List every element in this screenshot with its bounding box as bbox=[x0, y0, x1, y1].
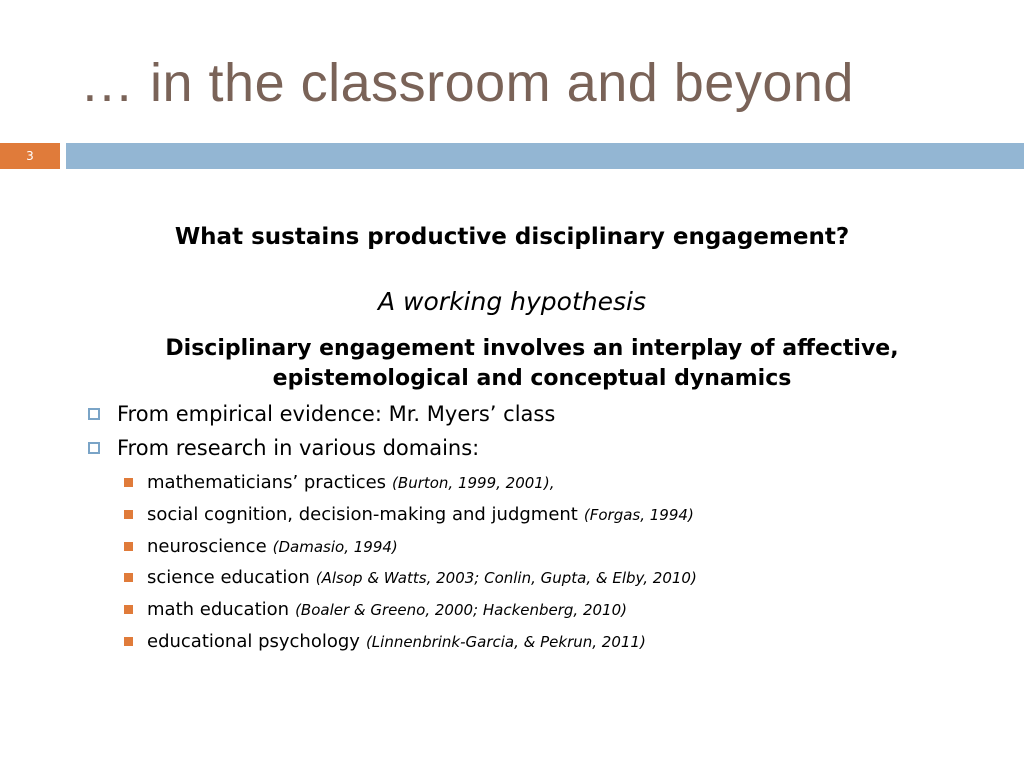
working-hypothesis-label: A working hypothesis bbox=[378, 287, 646, 316]
sub-bullet-text: educational psychology bbox=[147, 631, 360, 652]
sub-bullet-text: math education bbox=[147, 599, 290, 620]
bullet-text: From research in various domains: bbox=[117, 436, 480, 460]
citation: (Damasio, 1994) bbox=[272, 537, 398, 556]
hypothesis-line-2: epistemological and conceptual dynamics bbox=[272, 366, 792, 391]
slide-title: … in the classroom and beyond bbox=[80, 53, 854, 113]
sub-bullet-educational-psychology bbox=[124, 631, 646, 652]
hypothesis-statement bbox=[20, 334, 1024, 394]
sub-bullet-text: mathematicians’ practices bbox=[147, 472, 387, 493]
citation: (Alsop & Watts, 2003; Conlin, Gupta, & Elby, 2010) bbox=[315, 568, 697, 587]
sub-bullet-text: science education bbox=[147, 567, 310, 588]
sub-bullet-science-education bbox=[124, 567, 697, 588]
slide-number: 3 bbox=[0, 143, 60, 169]
title-divider-bar bbox=[66, 143, 1024, 169]
citation: (Linnenbrink-Garcia, & Pekrun, 2011) bbox=[365, 632, 646, 651]
sub-bullet-neuroscience bbox=[124, 536, 398, 557]
sub-bullet-text: social cognition, decision-making and judgment bbox=[147, 504, 578, 525]
sub-bullet-square-icon bbox=[124, 637, 133, 646]
hypothesis-line-1: Disciplinary engagement involves an interplay of affective, bbox=[165, 336, 899, 361]
question-heading: What sustains productive disciplinary engagement? bbox=[174, 224, 850, 250]
sub-bullet-square-icon bbox=[124, 573, 133, 582]
bullet-empirical-evidence bbox=[88, 402, 555, 426]
sub-bullet-square-icon bbox=[124, 478, 133, 487]
sub-bullet-social-cognition bbox=[124, 504, 694, 525]
bullet-square-icon bbox=[88, 408, 100, 420]
sub-bullet-square-icon bbox=[124, 510, 133, 519]
sub-bullet-math-education bbox=[124, 599, 627, 620]
bullet-text: From empirical evidence: Mr. Myers’ class bbox=[117, 402, 556, 426]
sub-bullet-text: neuroscience bbox=[147, 536, 267, 557]
citation: (Burton, 1999, 2001), bbox=[392, 473, 555, 492]
sub-bullet-square-icon bbox=[124, 605, 133, 614]
sub-bullet-mathematicians bbox=[124, 472, 554, 493]
sub-bullet-square-icon bbox=[124, 542, 133, 551]
bullet-research-domains bbox=[88, 436, 479, 460]
citation: (Forgas, 1994) bbox=[583, 505, 694, 524]
citation: (Boaler & Greeno, 2000; Hackenberg, 2010) bbox=[295, 600, 627, 619]
bullet-square-icon bbox=[88, 442, 100, 454]
